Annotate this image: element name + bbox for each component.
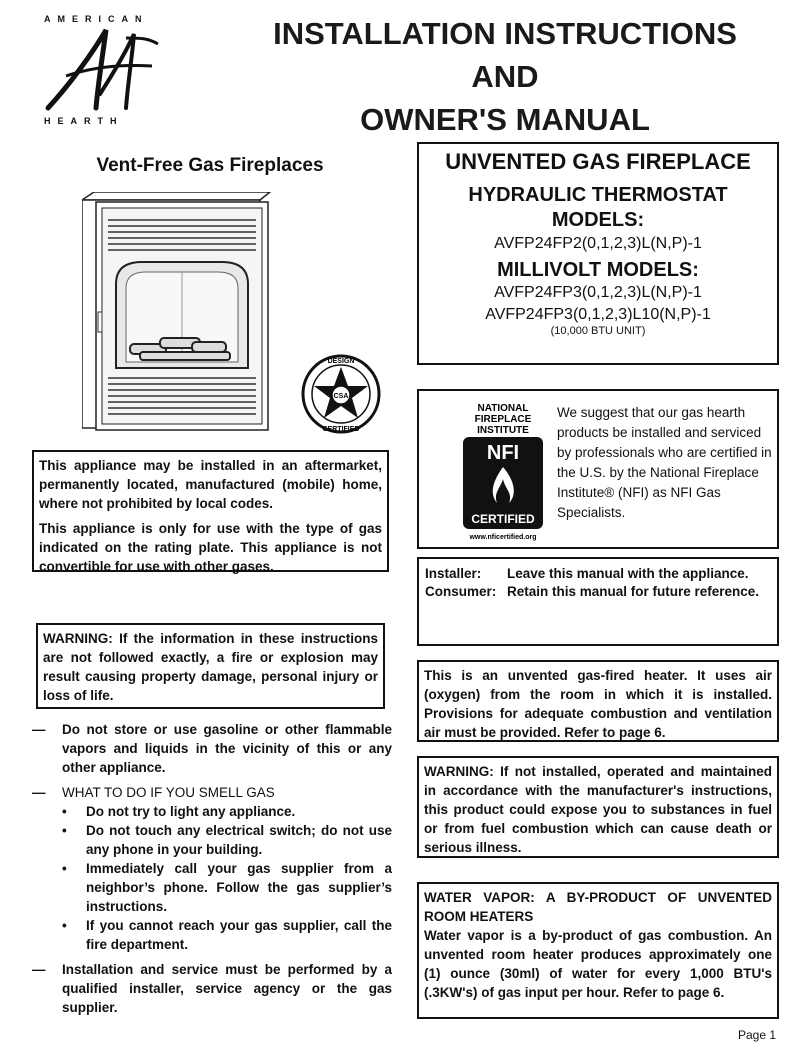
water-vapor-heading: WATER VAPOR: A BY-PRODUCT OF UNVENTED ROOM HEATERS bbox=[424, 890, 772, 924]
models-heading: UNVENTED GAS FIREPLACE bbox=[445, 149, 751, 174]
brand-logo-top: AMERICAN bbox=[44, 14, 149, 24]
combustion-warning: WARNING: If not installed, operated and maintained in accordance with the manufacturer's instructions, this product could expose you to substances in fuel or from fuel combustion which can cause death or serious illness. bbox=[417, 756, 779, 858]
dash-marker: — bbox=[32, 962, 46, 977]
unvented-heater-note: This is an unvented gas-fired heater. It uses air (oxygen) from the room in which it is installed. Provisions for adequate combustion and ventilation air must be provided. Refer to page 6. bbox=[417, 660, 779, 742]
appliance-note-2: This appliance is only for use with the type of gas indicated on the rating plate. This appliance is not convertible for use with other gases. bbox=[39, 521, 382, 574]
safety-list bbox=[32, 720, 392, 1017]
water-vapor-text: Water vapor is a by-product of gas combustion. An unvented room heater produces approximately one (1) ounce (30ml) of water for every 1,000 BTU's (.3KW's) of gas input per hour. Refer to page 6. bbox=[424, 928, 772, 1000]
title-line-1: INSTALLATION INSTRUCTIONS bbox=[273, 16, 737, 51]
nfi-certified-logo bbox=[457, 401, 549, 541]
safety-sub-2: Do not touch any electrical switch; do not use any phone in your building. bbox=[86, 823, 392, 857]
water-vapor-box bbox=[417, 882, 779, 1019]
badge-center-text: CSA bbox=[333, 393, 349, 400]
millivolt-model-number-2: AVFP24FP3(0,1,2,3)L10(N,P)-1 bbox=[485, 306, 711, 323]
dash-marker: — bbox=[32, 785, 46, 800]
product-subtitle: Vent-Free Gas Fireplaces bbox=[96, 155, 324, 176]
list-item bbox=[32, 783, 392, 802]
nfi-logo-certified: CERTIFIED bbox=[471, 512, 535, 526]
safety-sub-1: Do not try to light any appliance. bbox=[86, 804, 296, 819]
millivolt-heading: MILLIVOLT MODELS: bbox=[497, 259, 699, 281]
brand-logo-mark bbox=[40, 24, 165, 116]
installer-text: Leave this manual with the appliance. bbox=[507, 566, 749, 581]
list-item bbox=[32, 802, 392, 821]
installer-consumer-box bbox=[417, 557, 779, 646]
fireplace-illustration bbox=[82, 192, 272, 432]
list-item bbox=[32, 821, 392, 859]
list-item bbox=[32, 916, 392, 954]
hydraulic-heading: HYDRAULIC THERMOSTAT bbox=[468, 184, 728, 206]
nfi-logo-line-3: INSTITUTE bbox=[477, 425, 529, 436]
nfi-logo-line-1: NATIONAL bbox=[477, 403, 529, 414]
document-title bbox=[210, 12, 800, 141]
safety-item-3: Installation and service must be performed by a qualified installer, service agency or the gas supplier. bbox=[62, 962, 392, 1015]
safety-item-2: WHAT TO DO IF YOU SMELL GAS bbox=[62, 785, 275, 800]
bullet-marker: • bbox=[62, 823, 67, 838]
badge-top-text: DESIGN bbox=[327, 358, 355, 365]
nfi-text: We suggest that our gas hearth products be installed and serviced by professionals who are certified in the U.S. by the National Fireplace Institute® (NFI) as NFI Gas Specialists. bbox=[557, 405, 772, 520]
design-certified-badge bbox=[300, 353, 382, 435]
list-item bbox=[32, 960, 392, 1017]
hydraulic-model-number: AVFP24FP2(0,1,2,3)L(N,P)-1 bbox=[494, 235, 702, 252]
consumer-text: Retain this manual for future reference. bbox=[507, 584, 760, 599]
fire-explosion-warning: WARNING: If the information in these instructions are not followed exactly, a fire or explosion may result causing property damage, personal injury or loss of life. bbox=[36, 623, 385, 709]
title-line-2: AND bbox=[471, 59, 539, 94]
models-box bbox=[417, 142, 779, 365]
btu-note: (10,000 BTU UNIT) bbox=[550, 325, 646, 337]
nfi-logo-url: www.nficertified.org bbox=[469, 534, 537, 541]
list-item bbox=[32, 859, 392, 916]
nfi-box bbox=[417, 389, 779, 549]
appliance-note-1: This appliance may be installed in an aftermarket, permanently located, manufactured (mobile) home, where not prohibited by local codes. bbox=[39, 458, 382, 511]
safety-sub-3: Immediately call your gas supplier from a neighbor’s phone. Follow the gas supplier’s instructions. bbox=[86, 861, 392, 914]
dash-marker: — bbox=[32, 722, 46, 737]
badge-bottom-text: CERTIFIED bbox=[322, 426, 360, 433]
millivolt-model-number-1: AVFP24FP3(0,1,2,3)L(N,P)-1 bbox=[494, 284, 702, 301]
brand-logo-bottom: HEARTH bbox=[44, 116, 124, 126]
page-number: Page 1 bbox=[738, 1028, 777, 1042]
safety-item-1: Do not store or use gasoline or other flammable vapors and liquids in the vicinity of this or any other appliance. bbox=[62, 722, 392, 775]
installer-label: Installer: bbox=[425, 566, 482, 581]
nfi-logo-mark: NFI bbox=[486, 442, 520, 464]
models-label: MODELS: bbox=[551, 209, 645, 231]
title-line-3: OWNER'S MANUAL bbox=[360, 102, 650, 137]
bullet-marker: • bbox=[62, 918, 67, 933]
consumer-label: Consumer: bbox=[425, 584, 497, 599]
appliance-note-box bbox=[32, 450, 389, 572]
list-item bbox=[32, 720, 392, 777]
bullet-marker: • bbox=[62, 804, 67, 819]
safety-sub-4: If you cannot reach your gas supplier, call the fire department. bbox=[86, 918, 392, 952]
nfi-logo-line-2: FIREPLACE bbox=[474, 414, 532, 425]
bullet-marker: • bbox=[62, 861, 67, 876]
